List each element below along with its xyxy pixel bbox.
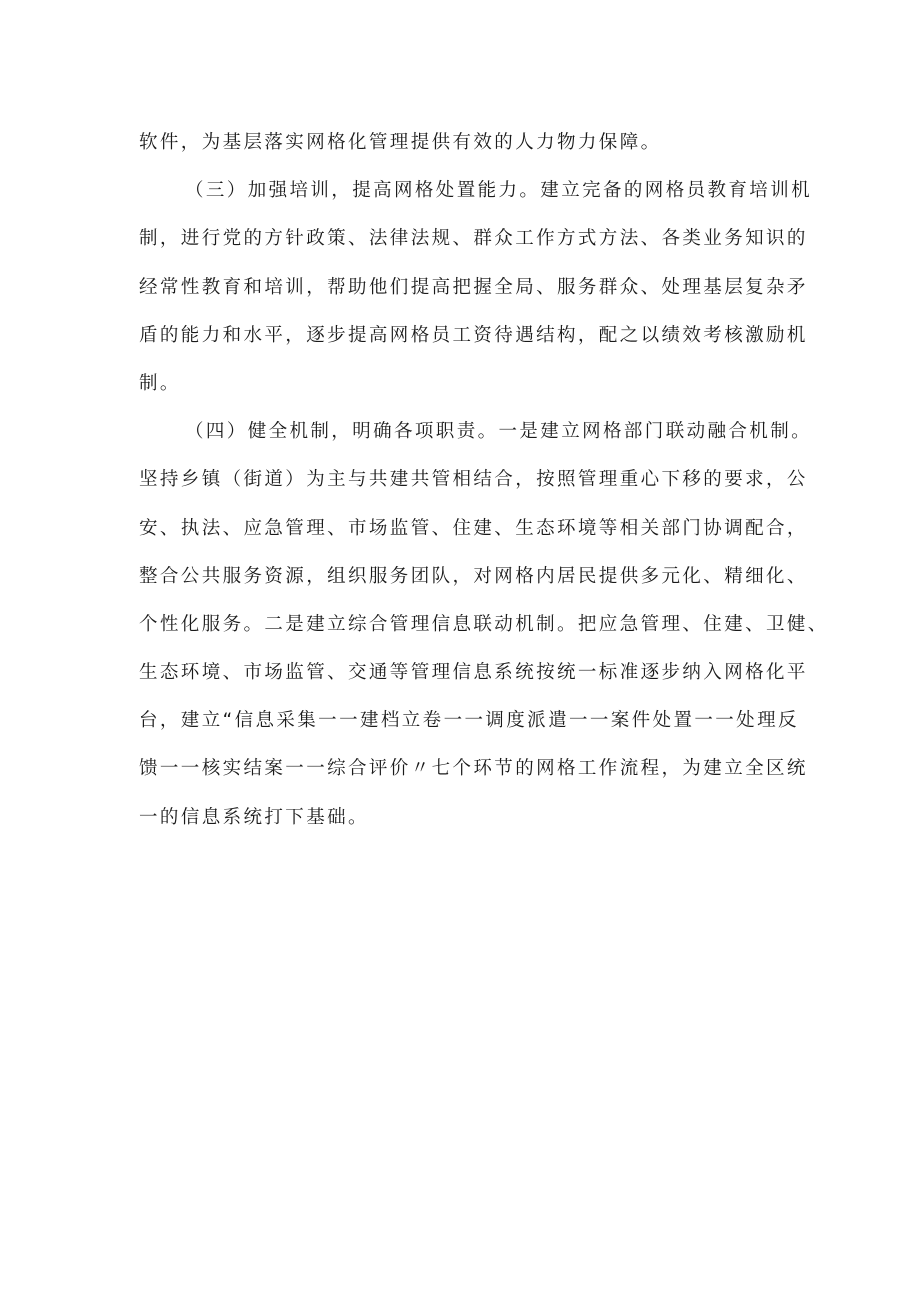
text-line: 个性化服务。二是建立综合管理信息联动机制。把应急管理、住建、卫健、	[139, 613, 829, 635]
text-line: 软件，为基层落实网格化管理提供有效的人力物力保障。	[139, 132, 662, 153]
text-line: 整合公共服务资源，组织服务团队，对网格内居民提供多元化、精细化、	[139, 565, 808, 587]
text-line: （三）加强培训，提高网格处置能力。建立完备的网格员教育培训机	[185, 180, 813, 202]
text-line: 制，进行党的方针政策、法律法规、群众工作方式方法、各类业务知识的	[139, 228, 808, 250]
document-body	[139, 119, 829, 842]
paragraph-training	[139, 167, 813, 408]
paragraph-continuation	[139, 119, 809, 167]
text-line: （四）健全机制，明确各项职责。一是建立网格部门联动融合机制。	[185, 421, 813, 443]
text-line: 馈一一核实结案一一综合评价〃七个环节的网格工作流程，为建立全区统	[139, 758, 808, 780]
text-line: 经常性教育和培训，帮助他们提高把握全局、服务群众、处理基层复杂矛	[139, 276, 808, 298]
text-line: 台，建立“信息采集一一建档立卷一一调度派遣一一案件处置一一处理反	[139, 710, 799, 732]
text-line: 生态环境、市场监管、交通等管理信息系统按统一标准逐步纳入网格化平	[139, 662, 808, 684]
text-line: 安、执法、应急管理、市场监管、住建、生态环境等相关部门协调配合，	[139, 517, 808, 539]
paragraph-mechanism	[139, 408, 829, 842]
text-line: 盾的能力和水平，逐步提高网格员工资待遇结构，配之以绩效考核激励机	[139, 324, 808, 346]
text-line: 坚持乡镇（街道）为主与共建共管相结合，按照管理重心下移的要求，公	[139, 469, 808, 491]
text-line: 一的信息系统打下基础。	[139, 806, 369, 828]
text-line: 制。	[139, 372, 181, 394]
